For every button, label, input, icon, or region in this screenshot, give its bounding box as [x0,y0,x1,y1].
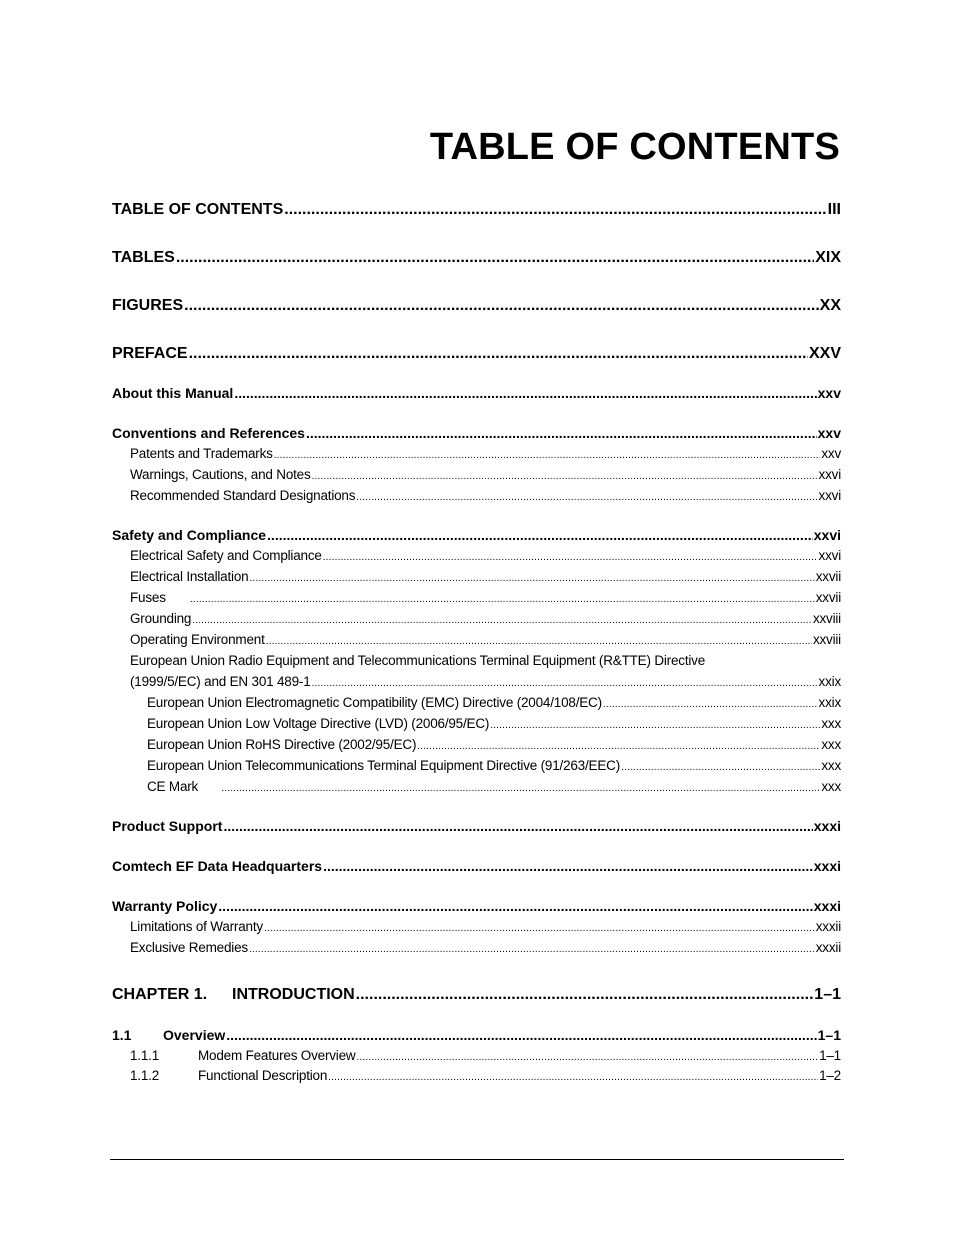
toc-entry-page: xxx [821,779,841,794]
leader-dots [249,944,815,955]
toc-entry-warranty-policy[interactable] [112,898,841,914]
toc-entry-page: xxvi [818,467,841,482]
toc-entry-exclusive-remedies[interactable] [112,940,841,955]
leader-dots [621,762,820,773]
toc-entry-1-1-1-modem-features[interactable] [112,1048,841,1063]
leader-dots [490,720,820,731]
toc-entry-label: European Union Low Voltage Directive (LVD) (2006/95/EC) [147,716,490,731]
toc-entry-preface[interactable] [112,345,841,363]
toc-entry-label: Fuses [130,590,166,605]
toc-entry-rohs-directive[interactable] [112,737,841,752]
toc-entry-label: Warranty Policy [112,898,218,914]
toc-entry-tables[interactable] [112,249,841,267]
toc-entry-label: Functional Description [198,1068,328,1083]
toc-entry-warnings-cautions-notes[interactable] [112,467,841,482]
toc-entry-number: 1.1 [112,1027,132,1043]
toc-entry-figures[interactable] [112,297,841,315]
toc-entry-rtte-directive[interactable] [112,674,841,689]
toc-entry-operating-environment[interactable] [112,632,841,647]
leader-dots [176,249,814,267]
toc-entry-page: xxvii [815,590,841,605]
leader-dots [190,594,815,605]
toc-entry-label: Modem Features Overview [198,1048,356,1063]
toc-entry-1-1-overview[interactable] [112,1027,841,1043]
toc-entry-number: CHAPTER 1. [112,986,208,1003]
toc-entry-page: xxvii [815,569,841,584]
toc-entry-label: Grounding [130,611,192,626]
toc-entry-page: xxxii [815,940,841,955]
leader-dots [218,898,812,914]
toc-entry-label: Limitations of Warranty [130,919,263,934]
toc-entry-electrical-safety-and-compliance[interactable] [112,548,841,563]
toc-entry-label: Exclusive Remedies [130,940,248,955]
leader-dots [274,450,821,461]
toc-entry-page: xxvi [818,548,841,563]
toc-entry-label: Electrical Safety and Compliance [130,548,322,563]
leader-dots [264,923,815,934]
toc-entry-label: Warnings, Cautions, and Notes [130,467,311,482]
toc-entry-number: 1.1.1 [130,1048,160,1063]
toc-entry-limitations-of-warranty[interactable] [112,919,841,934]
toc-entry-page: xxix [818,695,841,710]
toc-entry-page: xxxi [813,858,841,874]
toc-entry-label: European Union Telecommunications Terminal Equipment Directive (91/263/EEC) [147,758,620,773]
leader-dots [266,636,812,647]
toc-entry-page: XX [819,297,841,314]
toc-entry-page: xxv [817,425,841,441]
toc-entry-ce-mark[interactable] [112,779,841,794]
toc-entry-lvd-directive[interactable] [112,716,841,731]
leader-dots [306,425,817,441]
footer-rule [110,1159,844,1160]
toc-entry-label: PREFACE [112,345,188,362]
toc-entry-label: INTRODUCTION [232,986,355,1003]
toc-entry-page: XIX [815,249,841,266]
leader-dots [328,1072,818,1083]
toc-entry-label: TABLE OF CONTENTS [112,201,284,218]
leader-dots [356,1052,818,1063]
toc-entry-rtte-directive-line1[interactable]: European Union Radio Equipment and Telecommunications Terminal Equipment (R&TTE) Directive [130,653,706,668]
page-title: TABLE OF CONTENTS [429,126,840,168]
toc-entry-page: xxviii [812,632,841,647]
toc-entry-page: xxvi [818,488,841,503]
toc-entry-page: xxv [821,446,841,461]
toc-entry-headquarters[interactable] [112,858,841,874]
leader-dots [192,615,812,626]
toc-entry-label: Product Support [112,818,223,834]
toc-entry-label: About this Manual [112,385,234,401]
toc-entry-page: xxviii [812,611,841,626]
leader-dots [223,818,812,834]
leader-dots [189,345,808,363]
toc-entry-chapter-1[interactable] [112,986,841,1004]
leader-dots [323,858,813,874]
leader-dots [249,573,814,584]
toc-entry-label: Conventions and References [112,425,305,441]
toc-entry-label: Safety and Compliance [112,527,267,543]
leader-dots [221,783,820,794]
toc-entry-label: (1999/5/EC) and EN 301 489-1 [130,674,311,689]
toc-entry-page: xxv [817,385,841,401]
toc-entry-table-of-contents[interactable] [112,201,841,219]
toc-entry-label: TABLES [112,249,175,266]
toc-entry-page: xxvi [813,527,841,543]
toc-entry-fuses[interactable] [112,590,841,605]
leader-dots [356,986,814,1004]
leader-dots [356,492,817,503]
toc-entry-page: xxix [818,674,841,689]
leader-dots [417,741,820,752]
toc-entry-page: 1–2 [819,1068,841,1083]
toc-entry-page: xxx [821,716,841,731]
leader-dots [284,201,826,219]
toc-entry-page: xxxi [813,818,841,834]
leader-dots [603,699,818,710]
toc-entry-grounding[interactable] [112,611,841,626]
leader-dots [312,678,818,689]
leader-dots [312,471,818,482]
toc-entry-patents-and-trademarks[interactable] [112,446,841,461]
toc-entry-safety-and-compliance[interactable] [112,527,841,543]
toc-entry-telecom-terminal-directive[interactable] [112,758,841,773]
toc-entry-page: III [827,201,841,218]
toc-entry-recommended-standard-designations[interactable] [112,488,841,503]
toc-entry-label: Operating Environment [130,632,265,647]
toc-entry-page: 1–1 [817,1027,841,1043]
toc-entry-page: xxxii [815,919,841,934]
toc-entry-page: xxxi [813,898,841,914]
toc-entry-label: CE Mark [147,779,199,794]
toc-entry-label: Recommended Standard Designations [130,488,356,503]
toc-entry-label: European Union Electromagnetic Compatibility (EMC) Directive (2004/108/EC) [147,695,602,710]
toc-entry-page: 1–1 [814,986,841,1003]
toc-entry-page: xxx [821,758,841,773]
toc-entry-label: Comtech EF Data Headquarters [112,858,323,874]
toc-entry-label: Patents and Trademarks [130,446,273,461]
toc-entry-number: 1.1.2 [130,1068,160,1083]
toc-entry-page: 1–1 [819,1048,841,1063]
leader-dots [267,527,813,543]
leader-dots [184,297,819,315]
toc-entry-about-this-manual[interactable] [112,385,841,401]
toc-entry-product-support[interactable] [112,818,841,834]
toc-entry-label: European Union RoHS Directive (2002/95/EC) [147,737,417,752]
toc-entry-1-1-2-functional-description[interactable] [112,1068,841,1083]
toc-entry-label: FIGURES [112,297,184,314]
leader-dots [226,1027,816,1043]
toc-entry-page: XXV [808,345,841,362]
toc-entry-electrical-installation[interactable] [112,569,841,584]
toc-entry-page: xxx [821,737,841,752]
toc-entry-label: Electrical Installation [130,569,249,584]
toc-entry-label: Overview [163,1027,226,1043]
leader-dots [323,552,818,563]
leader-dots [234,385,816,401]
toc-entry-emc-directive[interactable] [112,695,841,710]
toc-entry-conventions-and-references[interactable] [112,425,841,441]
